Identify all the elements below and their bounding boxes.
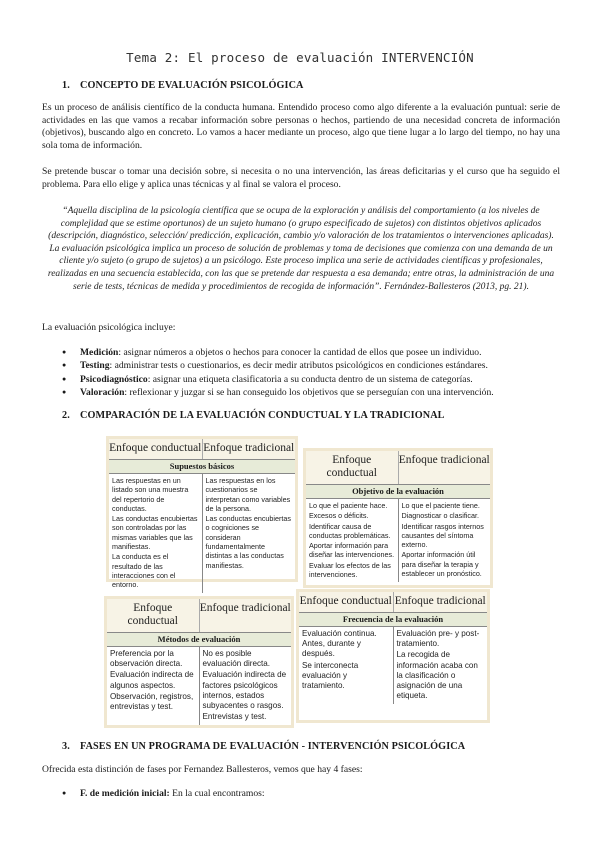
behavioral-column [109,474,202,593]
cell-text: Entrevistas y test. [202,712,267,722]
traditional-column [202,474,296,593]
traditional-column [199,647,292,725]
list-term: Medición [80,347,119,358]
list-term: Valoración [80,387,125,399]
list-term: Testing [80,360,110,372]
header-traditional: Enfoque tradicional [202,439,296,459]
behavioral-column [306,499,398,582]
paragraph-decision: Se pretende buscar o tomar una decisión sobre, si necesita o no una intervención, las áreas deficitarias y el curso que ha seguido el problema. Para ello elige y aplica unas técnicas y al final se valora el proceso. [42,166,560,190]
section-number: 3. [62,741,70,752]
section-title: COMPARACIÓN DE LA EVALUACIÓN CONDUCTUAL Y LA TRADICIONAL [80,410,445,421]
list-text: : administrar tests o cuestionarios, es decir medir atributos psicológicos en condiciones estándares. [109,360,488,372]
cell-text: Las respuestas en los cuestionarios se interpretan como variables de la persona. [205,476,291,513]
definition-quote: “Aquella disciplina de la psicología científica que se ocupa de la exploración y análisis del comportamiento (a los niveles de complejidad que se estime oportunos) de un sujeto humano (o grupo especificado de sujetos) con distintos objetivos aplicados (descripción, diagnóstico, selección/ predicción, explicación, cambio y/o valoración de los tratamientos o intervenciones aplicadas). La evaluación psicológica implica un proceso de solución de problemas y toma de decisiones que comienza con una demanda de un cliente y/o sujeto (o grupo de sujetos) a un psicólogo. Este proceso implica una serie de actividades científicas y profesionales, realizadas en una secuencia establecida, con las que se pretende dar respuesta a esa demanda; entre otras, la administración de una serie de tests, técnicas de medida y procedimientos de recogida de información”. Fernández-Ballesteros (2013, pg. 21). [47,206,555,292]
cell-text: Lo que el paciente hace. [309,501,388,510]
cell-text: Excesos o déficits. [309,511,369,521]
cell-text: Lo que el paciente tiene. [401,501,480,510]
cell-text: Evaluación indirecta de factores psicológicos internos, estados subyacentes o rasgos. [202,670,287,711]
cell-text: Identificar causa de conductas problemáticas. [309,521,391,540]
cell-text: Evaluación pre- y post-tratamiento. [396,629,480,649]
traditional-column [398,499,491,582]
cell-text: La conducta es el resultado de las interacciones con el entorno. [112,552,176,590]
cell-text: Aportar información útil para diseñar la terapia y establecer un pronóstico. [401,550,482,579]
table-subtitle: Frecuencia de la evaluación [299,612,487,627]
list-item [62,386,562,399]
paragraph-phases: Ofrecida esta distinción de fases por Fernandez Ballesteros, vemos que hay 4 fases: [42,764,363,775]
traditional-column [393,627,488,704]
table-subtitle: Supuestos básicos [109,459,295,474]
header-behavioral: Enfoque conductual [326,454,377,479]
includes-list [62,346,562,400]
cell-text: Observación, registros, entrevistas y test. [110,691,194,712]
section-number: 2. [62,410,70,421]
header-traditional: Enfoque tradicional [199,599,292,632]
list-item [62,373,562,386]
section-heading-3 [62,741,465,752]
list-text: En la cual encontramos: [169,788,265,799]
list-item [62,359,562,372]
header-behavioral: Enfoque conductual [109,442,202,454]
cell-text: Evaluar los efectos de las intervenciones. [309,560,391,580]
section-title: FASES EN UN PROGRAMA DE EVALUACIÓN - INTERVENCIÓN PSICOLÓGICA [80,741,466,752]
header-traditional: Enfoque tradicional [398,451,491,484]
table-subtitle: Objetivo de la evaluación [306,484,490,499]
cell-text: Diagnosticar o clasificar. [401,511,479,521]
comparison-table-assumptions [106,436,298,590]
header-traditional: Enfoque tradicional [393,592,488,612]
section-heading-1 [62,80,304,91]
list-item [62,346,562,359]
list-text: : asignar números a objetos o hechos para conocer la cantidad de ellos que posee un individuo. [118,347,482,358]
list-item [62,787,562,800]
list-text: : reflexionar y juzgar si se han conseguido los objetivos que se perseguían con una intervención. [124,387,494,399]
paragraph-intro: Es un proceso de análisis científico de la conducta humana. Entendido proceso como algo diferente a la evaluación puntual: serie de actividades en las que vamos a recabar información sobre personas o hechos, partiendo de una necesidad concreta de información (objetivos), buscando algo en concreto. Lo vamos a hacer mediante un proceso, algo que tiene lugar a lo largo del tiempo, no hay una sola toma de información. [42,102,560,151]
cell-text: Evaluación continua. Antes, durante y después. [302,629,377,659]
includes-label: La evaluación psicológica incluye: [42,322,176,333]
cell-text: Preferencia por la observación directa. [110,649,183,669]
list-text: : asignar una etiqueta clasificatoria a su conducta dentro de un sistema de categorías. [147,373,473,385]
behavioral-column [299,627,393,704]
section-number: 1. [62,80,70,91]
list-term: F. de medición inicial: [80,788,170,799]
cell-text: Evaluación indirecta de algunos aspectos. [110,670,194,690]
cell-text: Se interconecta evaluación y tratamiento. [302,660,359,691]
behavioral-column [107,647,199,725]
cell-text: Identificar rasgos internos causantes del síntoma externo. [401,521,484,550]
cell-text: Las conductas encubiertas o cogniciones se consideran fundamentalmente distintas a las conductas manifiestas. [205,514,292,570]
page-title: Tema 2: El proceso de evaluación INTERVENCIÓN [126,50,474,65]
comparison-table-objectives [303,448,493,588]
section-title: CONCEPTO DE EVALUACIÓN PSICOLÓGICA [80,80,304,91]
header-behavioral: Enfoque conductual [127,602,178,627]
list-term: Psicodiagnóstico [80,373,148,385]
cell-text: Las respuestas en un listado son una muestra del repertorio de conductas. [112,476,189,513]
cell-text: Aportar información para diseñar las intervenciones. [309,541,395,560]
header-behavioral: Enfoque conductual [299,595,392,607]
cell-text: La recogida de información acaba con la clasificación o asignación de una etiqueta. [396,650,478,701]
table-subtitle: Métodos de evaluación [107,632,291,647]
phases-list [62,787,562,800]
cell-text: Las conductas encubiertas son controladas por las mismas variables que las manifiestas. [112,514,198,552]
comparison-table-methods [104,596,294,728]
cell-text: No es posible evaluación directa. [202,649,270,669]
comparison-table-frequency [296,589,490,723]
section-heading-2 [62,410,445,421]
